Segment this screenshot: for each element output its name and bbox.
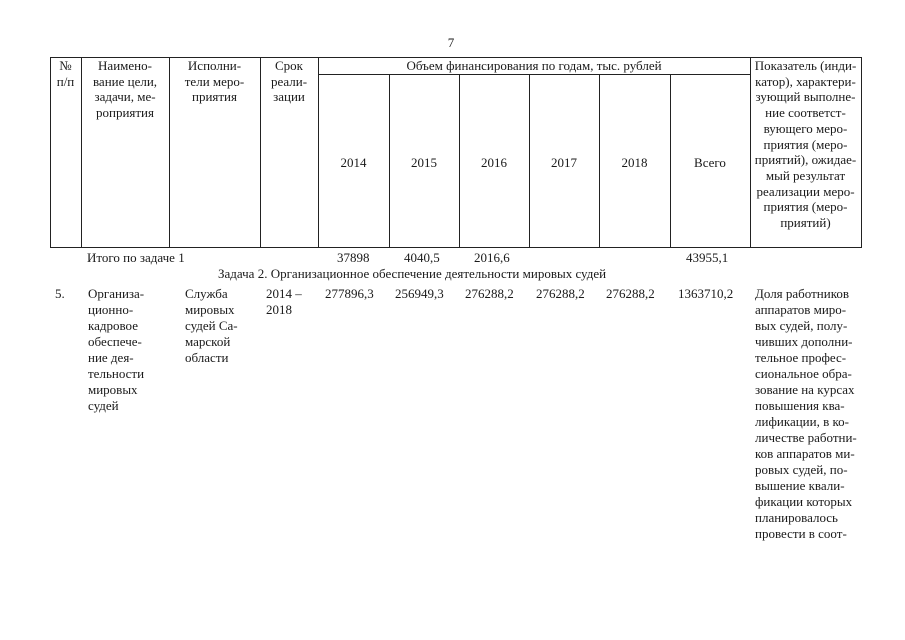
row5-num: 5. <box>55 286 65 301</box>
row5-indicator: Доля работников аппаратов миро- вых судей, полу- чивших дополни- тельное профес- сиональное обра- зование на курсах повышения ква- лификации, в ко- личестве работни- ков аппаратов ми- ровых судей, по- вышение квали- фикации которых планировалось провести в соот- <box>755 286 857 541</box>
header-name: Наимено- вание цели, задачи, ме- роприятия <box>92 58 158 121</box>
page-number: 7 <box>447 35 455 50</box>
row5-name: Организа- ционно- кадровое обеспече- ние дея- тельности мировых судей <box>88 286 145 413</box>
table-header <box>50 57 861 249</box>
col-border-4 <box>318 57 319 248</box>
task-title: Задача 2. Организационное обеспечение деятельности мировых судей <box>218 266 607 281</box>
header-bottom-border <box>50 247 861 248</box>
header-executors: Исполни- тели меро- приятия <box>184 58 245 105</box>
row5-value-total: 1363710,2 <box>678 286 734 301</box>
header-year-2014: 2014 <box>340 155 367 170</box>
row5-value-2018: 276288,2 <box>606 286 655 301</box>
row5-value-2015: 256949,3 <box>395 286 444 301</box>
header-term: Срок реали- зации <box>270 58 308 105</box>
col-border-11 <box>861 57 862 248</box>
row5-value-2014: 277896,3 <box>325 286 374 301</box>
row5-term: 2014 – 2018 <box>266 286 302 317</box>
total-row-label: Итого по задаче 1 <box>87 250 185 265</box>
header-financing: Объем финансирования по годам, тыс. рублей <box>406 58 662 73</box>
row5-executor: Служба мировых судей Са- марской области <box>185 286 238 365</box>
row5-value-2016: 276288,2 <box>465 286 514 301</box>
header-year-2017: 2017 <box>551 155 577 170</box>
total-value-2014: 37898 <box>337 250 370 265</box>
header-year-2016: 2016 <box>481 155 507 170</box>
total-value-2016: 2016,6 <box>474 250 510 265</box>
total-value-sum: 43955,1 <box>686 250 729 265</box>
financing-divider <box>318 74 750 75</box>
header-year-2018: 2018 <box>621 155 648 170</box>
header-year-total: Всего <box>694 155 726 170</box>
total-value-2015: 4040,5 <box>404 250 440 265</box>
header-indicator: Показатель (инди- катор), характери- зующий выполне- ние соответст- вующего меро- приятия (меро- приятий), ожидае- мый результат реализации меро- приятия (меро- приятий) <box>754 58 857 231</box>
header-year-2015: 2015 <box>411 155 437 170</box>
header-num: № п/п <box>56 58 75 89</box>
row5-value-2017: 276288,2 <box>536 286 585 301</box>
